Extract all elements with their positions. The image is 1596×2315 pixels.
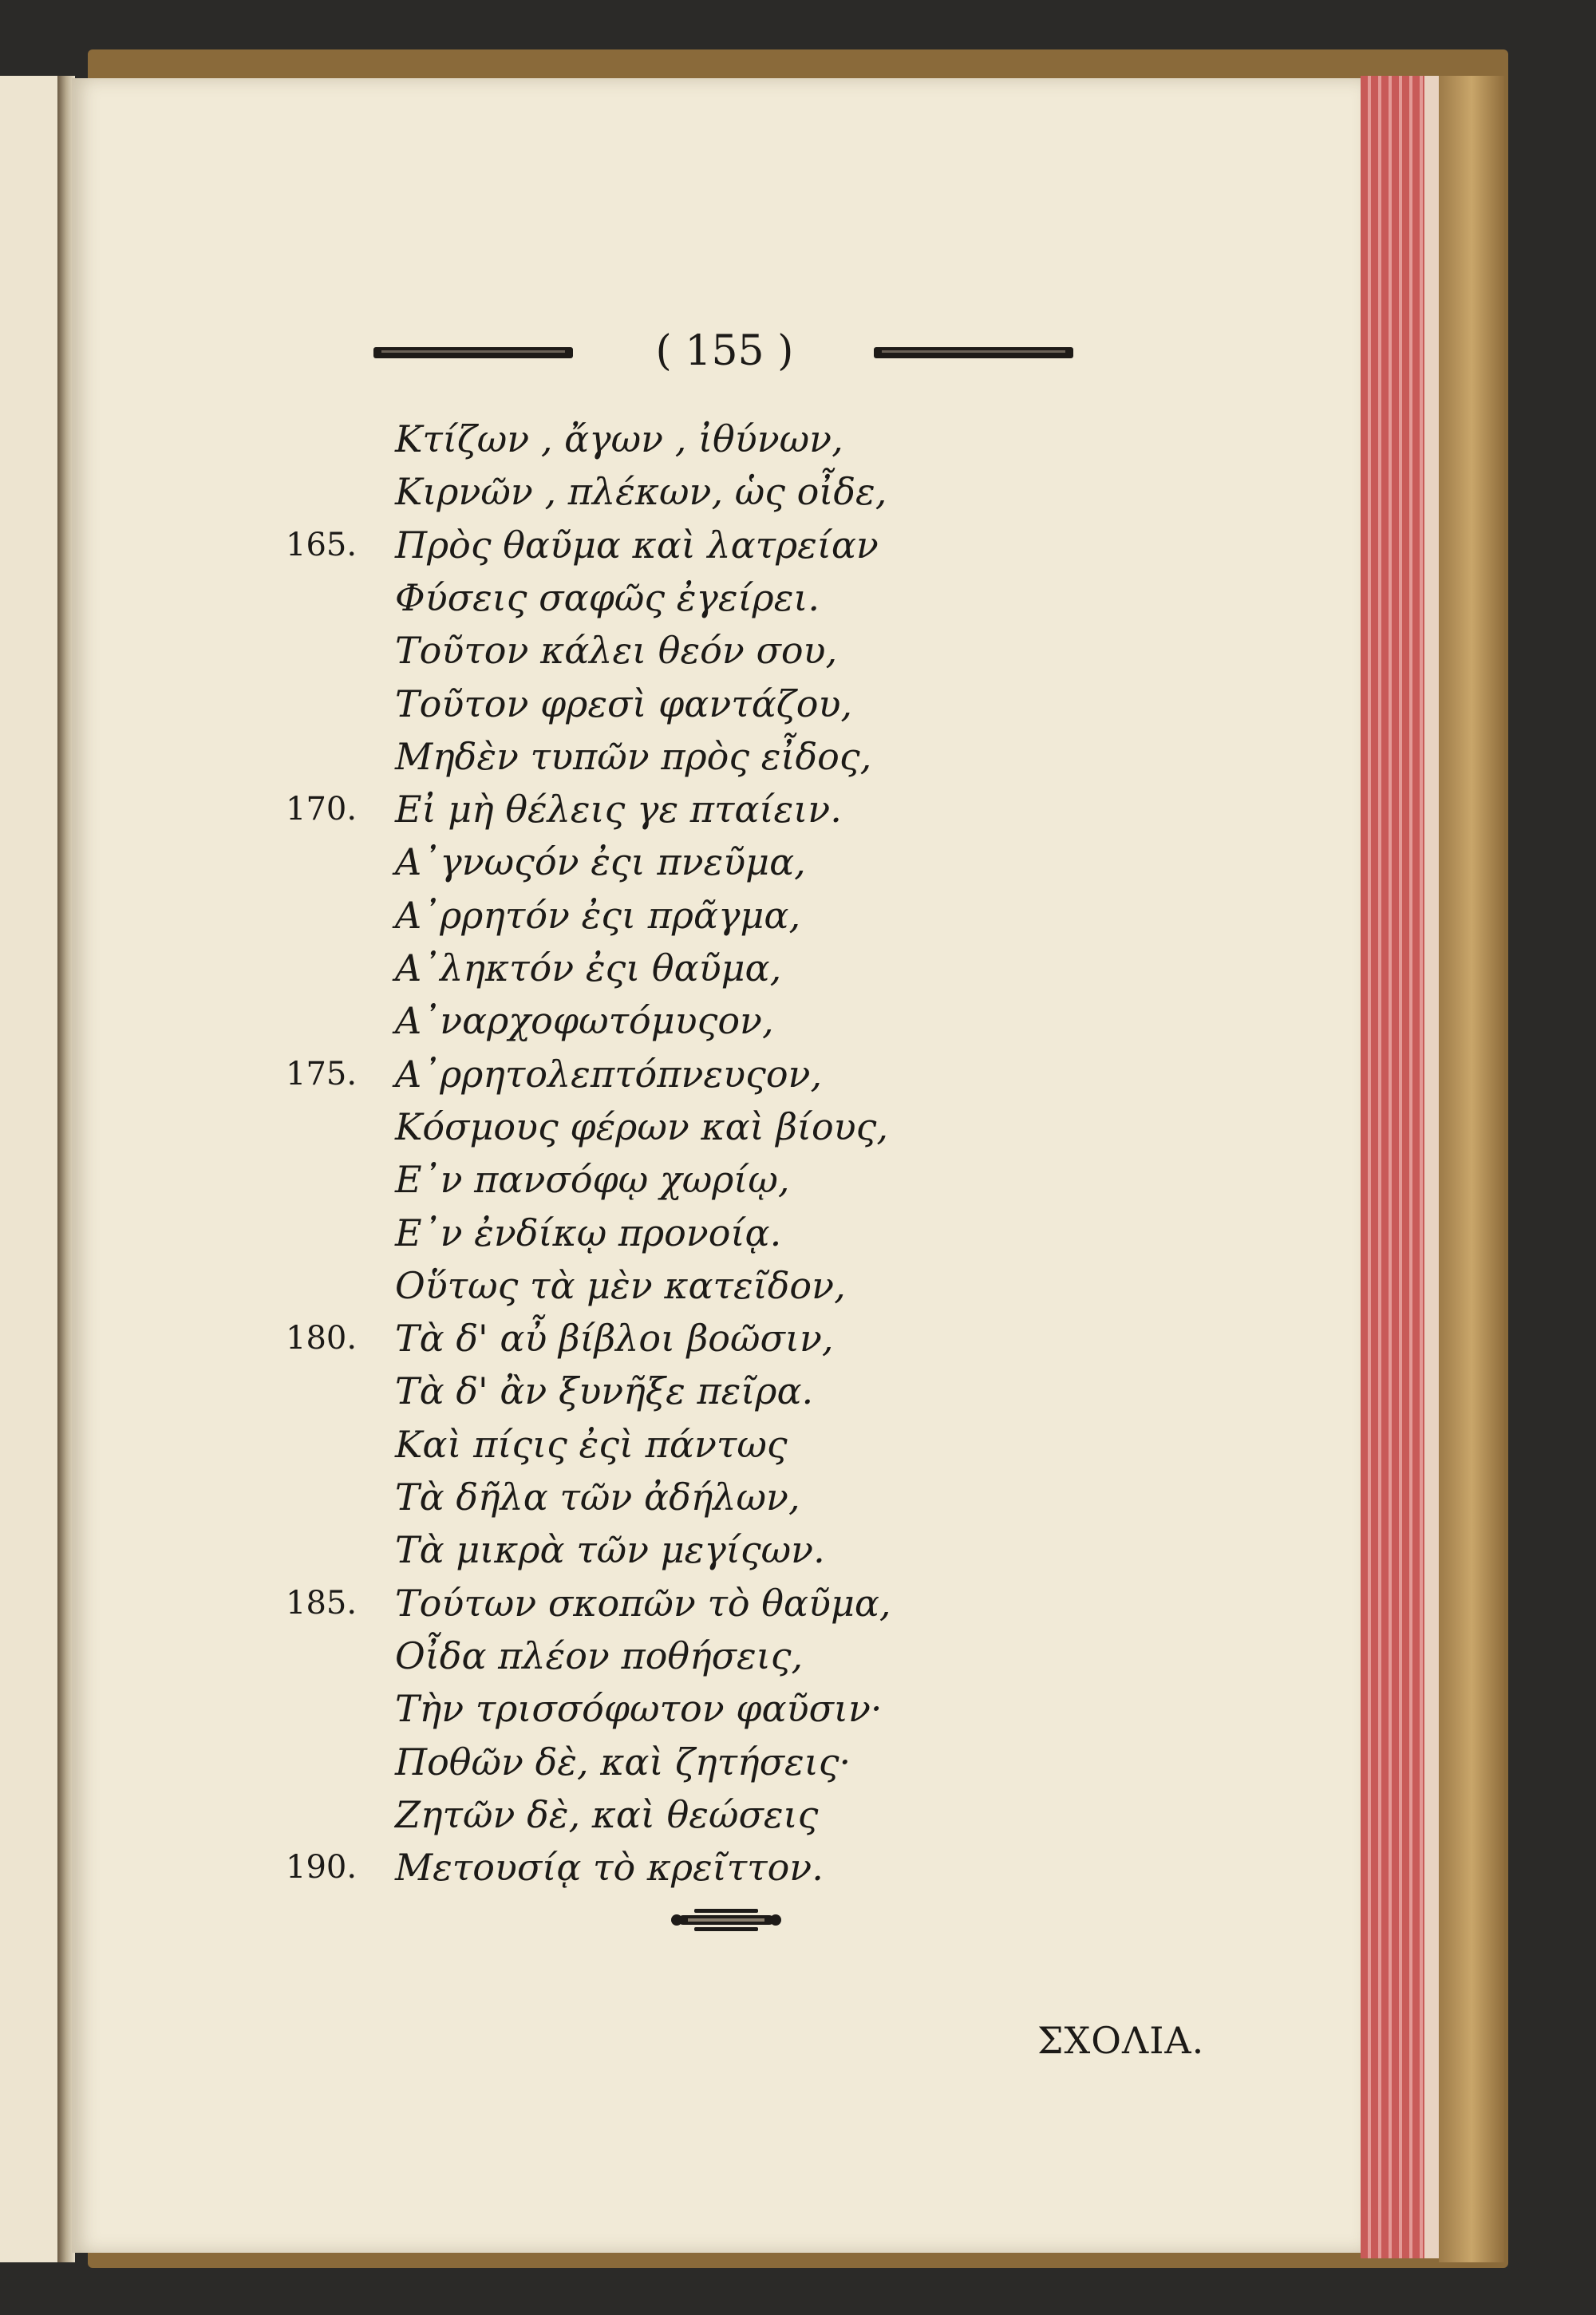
verse-line (72, 1369, 1269, 1417)
verse-text: Τὴν τρισσόφωτον φαῦσιν· (395, 1687, 883, 1731)
verse-text: Α᾿ναρχοφωτόμυςον, (395, 999, 774, 1043)
verse-text: Ζητῶν δὲ, καὶ θεώσεις (395, 1792, 819, 1836)
verse-line (72, 894, 1269, 942)
page-block-red-edge (1361, 76, 1424, 2258)
verse-line (72, 629, 1269, 677)
verse-text: Πρὸς θαῦμα καὶ λατρείαν (395, 523, 879, 567)
verse-line (72, 1264, 1269, 1312)
verse-line (72, 788, 1269, 836)
verse-line (72, 682, 1269, 730)
verse-line (72, 1634, 1269, 1682)
page-number: ( 155 ) (655, 327, 794, 375)
verse-text: Τὰ δ' αὖ βίβλοι βοῶσιν, (395, 1317, 834, 1361)
cover-board-edge (1439, 76, 1504, 2262)
verse-text: Τοῦτον φρεσὶ φαντάζου, (395, 681, 853, 725)
line-number: 190. (286, 1849, 358, 1886)
verse-line (72, 1528, 1269, 1576)
verse-line (72, 576, 1269, 624)
verse-text: Ποθῶν δὲ, καὶ ζητήσεις· (395, 1740, 851, 1784)
verse-text: Α᾿ρρητολεπτόπνευςον, (395, 1052, 823, 1096)
line-number: 170. (286, 791, 358, 828)
verse-line (72, 1317, 1269, 1365)
verse-text: Κιρνῶν , πλέκων, ὡς οἶδε, (395, 470, 887, 514)
verse-text: Κόσμους φέρων καὶ βίους, (395, 1104, 888, 1148)
verse-line (72, 999, 1269, 1047)
verse-line (72, 1211, 1269, 1259)
verse-text: Τούτων σκοπῶν τὸ θαῦμα, (395, 1581, 891, 1625)
book-page (72, 78, 1361, 2253)
line-number: 165. (286, 526, 358, 563)
line-number: 185. (286, 1584, 358, 1622)
verse-text: Οὕτως τὰ μὲν κατεῖδον, (395, 1263, 846, 1307)
verse-text: Α᾿ληκτόν ἐςι θαῦμα, (395, 946, 782, 990)
verse-line (72, 1476, 1269, 1523)
verse-line (72, 1423, 1269, 1471)
verse-text: Α᾿ρρητόν ἐςι πρᾶγμα, (395, 893, 801, 937)
verse-text: Τὰ μικρὰ τῶν μεγίςων. (395, 1528, 825, 1572)
verse-line (72, 840, 1269, 888)
verse-text: Τὰ δῆλα τῶν ἀδήλων, (395, 1476, 800, 1519)
verse-line (72, 1105, 1269, 1153)
ornament-icon (670, 1906, 782, 1934)
verse-text: Οἶδα πλέον ποθήσεις, (395, 1634, 804, 1677)
verse-line (72, 735, 1269, 783)
verse-text: Μετουσίᾳ τὸ κρεῖττον. (395, 1846, 824, 1890)
header-rule-left (373, 347, 573, 358)
page-block-light-edge (1424, 76, 1439, 2258)
header-rule-right (874, 347, 1073, 358)
verse-text: Κτίζων , ἄγων , ἰθύνων, (395, 417, 843, 460)
verse-line (72, 1582, 1269, 1630)
verse-line (72, 1053, 1269, 1100)
verse-line (72, 417, 1269, 465)
verse-line (72, 946, 1269, 994)
line-number: 175. (286, 1055, 358, 1092)
verse-text: Εἰ μὴ θέλεις γε πταίειν. (395, 788, 842, 832)
verse-text: Φύσεις σαφῶς ἐγείρει. (395, 575, 820, 619)
catchword: ΣΧΟΛΙΑ. (1037, 2019, 1205, 2062)
verse-text: Μηδὲν τυπῶν πρὸς εἶδος, (395, 734, 872, 778)
verse-line (72, 1846, 1269, 1894)
verse-line (72, 1793, 1269, 1841)
verse-text: Ε᾿ν πανσόφῳ χωρίῳ, (395, 1158, 790, 1202)
verse-line (72, 470, 1269, 518)
verse-line (72, 523, 1269, 571)
verse-line (72, 1158, 1269, 1206)
verse-line (72, 1740, 1269, 1788)
verse-text: Α᾿γνωςόν ἐςι πνεῦμα, (395, 840, 806, 884)
verse-text: Ε᾿ν ἐνδίκῳ προνοίᾳ. (395, 1211, 782, 1254)
verse-line (72, 1687, 1269, 1735)
verse-text: Τὰ δ' ἂν ξυνῆξε πεῖρα. (395, 1369, 814, 1413)
line-number: 180. (286, 1320, 358, 1357)
verse-text: Καὶ πίςις ἐςὶ πάντως (395, 1422, 788, 1466)
verse-text: Τοῦτον κάλει θεόν σου, (395, 629, 838, 673)
